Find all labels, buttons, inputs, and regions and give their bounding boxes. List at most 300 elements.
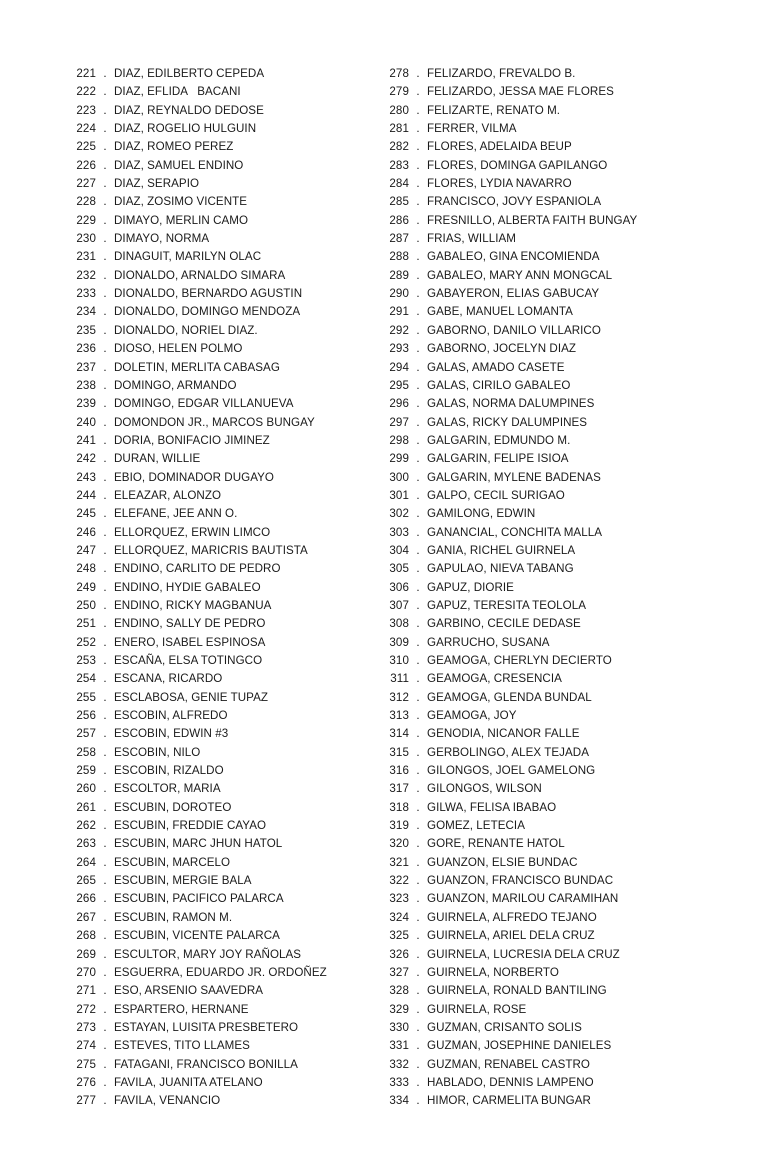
entry-number: 277 (76, 1094, 96, 1108)
entry-name: DINAGUIT, MARILYN OLAC (114, 250, 262, 264)
entry-separator: . (103, 543, 107, 557)
entry-separator: . (103, 745, 107, 759)
entry-separator: . (103, 984, 107, 998)
right-column (375, 65, 715, 1111)
entry-name: DIAZ, ROMEO PEREZ (114, 140, 234, 154)
list-item (62, 157, 375, 175)
entry-name: ELLORQUEZ, ERWIN LIMCO (114, 525, 271, 539)
list-item (375, 432, 715, 450)
list-item (62, 890, 375, 908)
list-item (62, 725, 375, 743)
entry-number: 282 (389, 140, 409, 154)
list-item (375, 377, 715, 395)
entry-separator: . (416, 819, 420, 833)
entry-name: GUZMAN, CRISANTO SOLIS (427, 1020, 582, 1034)
list-item (375, 138, 715, 156)
entry-name: FRANCISCO, JOVY ESPANIOLA (427, 195, 602, 209)
entry-number: 320 (389, 837, 409, 851)
entry-name: GERBOLINGO, ALEX TEJADA (427, 745, 590, 759)
entry-separator: . (416, 910, 420, 924)
entry-name: ESCLABOSA, GENIE TUPAZ (114, 690, 269, 704)
entry-name: ESCUBIN, MARCELO (114, 855, 231, 869)
entry-name: GENODIA, NICANOR FALLE (427, 727, 580, 741)
entry-number: 276 (76, 1075, 96, 1089)
list-item (375, 762, 715, 780)
list-item (375, 542, 715, 560)
entry-name: GEAMOGA, CRESENCIA (427, 672, 562, 686)
entry-name: GALGARIN, EDMUNDO M. (427, 433, 571, 447)
entry-number: 232 (76, 268, 96, 282)
entry-number: 222 (76, 85, 96, 99)
entry-separator: . (103, 947, 107, 961)
entry-number: 252 (76, 635, 96, 649)
entry-separator: . (416, 360, 420, 374)
list-item (375, 579, 715, 597)
list-item (62, 744, 375, 762)
entry-separator: . (103, 213, 107, 227)
entry-name: ENDINO, RICKY MAGBANUA (114, 598, 272, 612)
list-item (375, 193, 715, 211)
list-item (62, 377, 375, 395)
entry-number: 268 (76, 929, 96, 943)
entry-name: ENDINO, HYDIE GABALEO (114, 580, 261, 594)
entry-number: 257 (76, 727, 96, 741)
entry-number: 325 (389, 929, 409, 943)
entry-number: 300 (389, 470, 409, 484)
list-item (62, 542, 375, 560)
entry-number: 275 (76, 1057, 96, 1071)
entry-separator: . (416, 1057, 420, 1071)
entry-separator: . (416, 397, 420, 411)
list-item (375, 1056, 715, 1074)
list-item (375, 835, 715, 853)
entry-separator: . (416, 305, 420, 319)
entry-number: 290 (389, 287, 409, 301)
entry-separator: . (103, 195, 107, 209)
entry-name: GAPUZ, TERESITA TEOLOLA (427, 598, 587, 612)
entry-number: 328 (389, 984, 409, 998)
list-item (375, 964, 715, 982)
entry-separator: . (416, 342, 420, 356)
entry-separator: . (103, 1020, 107, 1034)
entry-name: ESCUBIN, VICENTE PALARCA (114, 929, 280, 943)
entry-separator: . (416, 892, 420, 906)
entry-separator: . (416, 67, 420, 80)
entry-separator: . (103, 488, 107, 502)
list-item (375, 982, 715, 1000)
list-item (62, 597, 375, 615)
entry-name: GABALEO, GINA ENCOMIENDA (427, 250, 600, 264)
list-item (62, 487, 375, 505)
entry-name: GEAMOGA, GLENDA BUNDAL (427, 690, 592, 704)
entry-number: 294 (389, 360, 409, 374)
entry-name: DIAZ, EDILBERTO CEPEDA (114, 67, 265, 80)
list-item (62, 230, 375, 248)
entry-number: 302 (389, 507, 409, 521)
entry-number: 254 (76, 672, 96, 686)
list-item (62, 652, 375, 670)
list-item (375, 670, 715, 688)
entry-separator: . (416, 378, 420, 392)
entry-name: GOMEZ, LETECIA (427, 819, 525, 833)
entry-number: 298 (389, 433, 409, 447)
entry-number: 283 (389, 158, 409, 172)
entry-separator: . (103, 965, 107, 979)
entry-separator: . (103, 305, 107, 319)
entry-number: 306 (389, 580, 409, 594)
list-item (62, 817, 375, 835)
entry-separator: . (103, 177, 107, 191)
entry-name: ESCUBIN, FREDDIE CAYAO (114, 819, 267, 833)
list-item (62, 799, 375, 817)
entry-name: DIAZ, ROGELIO HULGUIN (114, 122, 257, 136)
entry-name: FAVILA, JUANITA ATELANO (114, 1075, 263, 1089)
entry-name: ESTEVES, TITO LLAMES (114, 1039, 250, 1053)
list-item (62, 762, 375, 780)
entry-number: 233 (76, 287, 96, 301)
list-item (62, 615, 375, 633)
entry-separator: . (103, 800, 107, 814)
entry-name: GABE, MANUEL LOMANTA (427, 305, 573, 319)
entry-separator: . (103, 654, 107, 667)
entry-name: ESCUBIN, DOROTEO (114, 800, 232, 814)
list-item (62, 909, 375, 927)
entry-separator: . (103, 874, 107, 888)
entry-name: DIAZ, ZOSIMO VICENTE (114, 195, 248, 209)
entry-separator: . (416, 103, 420, 117)
entry-name: FELIZARDO, FREVALDO B. (427, 67, 576, 80)
entry-separator: . (103, 525, 107, 539)
entry-number: 251 (76, 617, 96, 631)
entry-number: 235 (76, 323, 96, 337)
entry-number: 310 (389, 654, 409, 667)
entry-separator: . (103, 635, 107, 649)
entry-separator: . (416, 837, 420, 851)
entry-name: GUANZON, MARILOU CARAMIHAN (427, 892, 619, 906)
entry-separator: . (416, 654, 420, 667)
entry-name: GUIRNELA, RONALD BANTILING (427, 984, 607, 998)
entry-name: GARBINO, CECILE DEDASE (427, 617, 581, 631)
entry-number: 292 (389, 323, 409, 337)
entry-name: DIONALDO, BERNARDO AGUSTIN (114, 287, 303, 301)
entry-number: 242 (76, 452, 96, 466)
entry-name: GUANZON, ELSIE BUNDAC (427, 855, 578, 869)
entry-separator: . (416, 782, 420, 796)
entry-name: GALGARIN, FELIPE ISIOA (427, 452, 569, 466)
list-item (375, 414, 715, 432)
entry-name: DIAZ, EFLIDA BACANI (114, 85, 241, 99)
entry-number: 261 (76, 800, 96, 814)
entry-number: 285 (389, 195, 409, 209)
entry-name: DIONALDO, DOMINGO MENDOZA (114, 305, 301, 319)
list-columns (0, 65, 768, 1111)
entry-separator: . (103, 910, 107, 924)
list-item (375, 450, 715, 468)
entry-number: 309 (389, 635, 409, 649)
entry-number: 313 (389, 709, 409, 723)
entry-name: DIAZ, SERAPIO (114, 177, 200, 191)
list-item (62, 634, 375, 652)
entry-number: 315 (389, 745, 409, 759)
entry-name: ENDINO, CARLITO DE PEDRO (114, 562, 281, 576)
list-item (375, 83, 715, 101)
entry-number: 255 (76, 690, 96, 704)
entry-separator: . (416, 617, 420, 631)
entry-separator: . (103, 617, 107, 631)
entry-number: 225 (76, 140, 96, 154)
entry-separator: . (416, 122, 420, 136)
entry-separator: . (103, 782, 107, 796)
entry-name: GAPUZ, DIORIE (427, 580, 514, 594)
entry-separator: . (416, 195, 420, 209)
list-item (62, 322, 375, 340)
entry-name: GILONGOS, WILSON (427, 782, 542, 796)
list-item (62, 1001, 375, 1019)
entry-name: DIOSO, HELEN POLMO (114, 342, 243, 356)
entry-separator: . (103, 672, 107, 686)
entry-name: ESCOBIN, EDWIN #3 (114, 727, 229, 741)
entry-number: 224 (76, 122, 96, 136)
entry-number: 260 (76, 782, 96, 796)
list-item (62, 1056, 375, 1074)
entry-number: 326 (389, 947, 409, 961)
list-item (375, 725, 715, 743)
list-item (375, 230, 715, 248)
list-item (62, 212, 375, 230)
entry-separator: . (416, 984, 420, 998)
entry-name: GUZMAN, JOSEPHINE DANIELES (427, 1039, 612, 1053)
entry-number: 247 (76, 543, 96, 557)
entry-separator: . (416, 690, 420, 704)
list-item (62, 120, 375, 138)
entry-name: DIAZ, SAMUEL ENDINO (114, 158, 244, 172)
list-item (375, 909, 715, 927)
entry-name: GALAS, NORMA DALUMPINES (427, 397, 595, 411)
entry-separator: . (416, 1094, 420, 1108)
entry-number: 303 (389, 525, 409, 539)
entry-number: 230 (76, 232, 96, 246)
entry-separator: . (103, 85, 107, 99)
entry-number: 319 (389, 819, 409, 833)
list-item (375, 946, 715, 964)
entry-number: 265 (76, 874, 96, 888)
entry-name: ESGUERRA, EDUARDO JR. ORDOÑEZ (114, 965, 327, 979)
entry-separator: . (416, 433, 420, 447)
entry-number: 311 (390, 672, 409, 686)
entry-name: DIONALDO, ARNALDO SIMARA (114, 268, 286, 282)
list-item (62, 469, 375, 487)
list-item (62, 927, 375, 945)
list-item (375, 744, 715, 762)
entry-separator: . (416, 268, 420, 282)
entry-name: GUZMAN, RENABEL CASTRO (427, 1057, 591, 1071)
list-item (375, 854, 715, 872)
entry-name: ELEFANE, JEE ANN O. (114, 507, 238, 521)
entry-separator: . (416, 672, 420, 686)
entry-number: 304 (389, 543, 409, 557)
entry-name: ESCANA, RICARDO (114, 672, 223, 686)
entry-separator: . (103, 1094, 107, 1108)
entry-separator: . (103, 67, 107, 80)
list-item (62, 780, 375, 798)
entry-number: 270 (76, 965, 96, 979)
entry-separator: . (416, 287, 420, 301)
list-item (62, 579, 375, 597)
list-item (375, 175, 715, 193)
list-item (62, 414, 375, 432)
entry-separator: . (416, 1039, 420, 1053)
entry-separator: . (103, 1075, 107, 1089)
list-item (375, 65, 715, 83)
entry-separator: . (103, 323, 107, 337)
list-item (62, 432, 375, 450)
list-item (375, 817, 715, 835)
list-item (375, 927, 715, 945)
entry-number: 236 (76, 342, 96, 356)
entry-separator: . (103, 855, 107, 869)
entry-name: EBIO, DOMINADOR DUGAYO (114, 470, 274, 484)
list-item (62, 340, 375, 358)
entry-number: 305 (389, 562, 409, 576)
entry-name: GUANZON, FRANCISCO BUNDAC (427, 874, 614, 888)
list-item (62, 524, 375, 542)
entry-separator: . (416, 213, 420, 227)
entry-number: 267 (76, 910, 96, 924)
entry-number: 279 (389, 85, 409, 99)
entry-number: 240 (76, 415, 96, 429)
list-item (62, 670, 375, 688)
entry-name: FATAGANI, FRANCISCO BONILLA (114, 1057, 298, 1071)
entry-number: 281 (389, 122, 409, 136)
entry-name: GABORNO, DANILO VILLARICO (427, 323, 601, 337)
entry-separator: . (103, 709, 107, 723)
entry-name: DOMINGO, ARMANDO (114, 378, 237, 392)
entry-name: ELLORQUEZ, MARICRIS BAUTISTA (114, 543, 308, 557)
list-item (375, 1001, 715, 1019)
entry-separator: . (103, 598, 107, 612)
entry-name: GORE, RENANTE HATOL (427, 837, 565, 851)
entry-name: HIMOR, CARMELITA BUNGAR (427, 1094, 591, 1108)
entry-number: 238 (76, 378, 96, 392)
entry-name: GANIA, RICHEL GUIRNELA (427, 543, 576, 557)
entry-number: 259 (76, 764, 96, 778)
entry-separator: . (103, 122, 107, 136)
entry-separator: . (103, 378, 107, 392)
entry-separator: . (103, 140, 107, 154)
entry-number: 321 (389, 855, 409, 869)
entry-separator: . (103, 507, 107, 521)
entry-separator: . (103, 764, 107, 778)
entry-number: 332 (389, 1057, 409, 1071)
list-item (62, 285, 375, 303)
list-item (62, 1074, 375, 1092)
entry-separator: . (416, 874, 420, 888)
list-item (62, 689, 375, 707)
entry-separator: . (103, 415, 107, 429)
list-item (375, 890, 715, 908)
entry-separator: . (416, 158, 420, 172)
list-item (62, 450, 375, 468)
entry-separator: . (103, 287, 107, 301)
entry-number: 248 (76, 562, 96, 576)
list-item (62, 854, 375, 872)
entry-number: 296 (389, 397, 409, 411)
list-item (62, 946, 375, 964)
entry-separator: . (103, 1057, 107, 1071)
list-item (375, 359, 715, 377)
entry-number: 316 (389, 764, 409, 778)
entry-name: FELIZARDO, JESSA MAE FLORES (427, 85, 614, 99)
entry-separator: . (416, 965, 420, 979)
entry-number: 323 (389, 892, 409, 906)
entry-separator: . (416, 727, 420, 741)
entry-number: 317 (389, 782, 409, 796)
entry-number: 264 (76, 855, 96, 869)
entry-name: FAVILA, VENANCIO (114, 1094, 221, 1108)
entry-name: DIAZ, REYNALDO DEDOSE (114, 103, 264, 117)
entry-name: DOLETIN, MERLITA CABASAG (114, 360, 280, 374)
entry-separator: . (103, 470, 107, 484)
list-item (375, 212, 715, 230)
entry-separator: . (416, 543, 420, 557)
entry-number: 266 (76, 892, 96, 906)
list-item (375, 469, 715, 487)
entry-separator: . (416, 855, 420, 869)
entry-number: 331 (389, 1039, 409, 1053)
entry-name: GAMILONG, EDWIN (427, 507, 536, 521)
entry-name: ESCOLTOR, MARIA (114, 782, 221, 796)
entry-name: DIMAYO, NORMA (114, 232, 210, 246)
entry-number: 243 (76, 470, 96, 484)
list-item (375, 689, 715, 707)
list-item (375, 340, 715, 358)
entry-number: 295 (389, 378, 409, 392)
entry-name: ESCUBIN, RAMON M. (114, 910, 233, 924)
list-item (375, 303, 715, 321)
entry-name: ESCULTOR, MARY JOY RAÑOLAS (114, 947, 302, 961)
entry-number: 301 (389, 488, 409, 502)
entry-separator: . (103, 690, 107, 704)
entry-separator: . (103, 397, 107, 411)
entry-name: HABLADO, DENNIS LAMPENO (427, 1075, 594, 1089)
entry-separator: . (416, 415, 420, 429)
entry-name: ENDINO, SALLY DE PEDRO (114, 617, 266, 631)
entry-separator: . (103, 1002, 107, 1016)
entry-name: GARRUCHO, SUSANA (427, 635, 550, 649)
entry-separator: . (416, 1075, 420, 1089)
entry-separator: . (416, 323, 420, 337)
entry-number: 314 (389, 727, 409, 741)
entry-number: 307 (389, 598, 409, 612)
list-item (375, 285, 715, 303)
list-item (62, 835, 375, 853)
entry-number: 308 (389, 617, 409, 631)
entry-name: GABAYERON, ELIAS GABUCAY (427, 287, 600, 301)
entry-separator: . (103, 342, 107, 356)
list-item (375, 560, 715, 578)
entry-separator: . (103, 103, 107, 117)
entry-name: DORIA, BONIFACIO JIMINEZ (114, 433, 270, 447)
entry-name: GABORNO, JOCELYN DIAZ (427, 342, 576, 356)
entry-name: GALPO, CECIL SURIGAO (427, 488, 565, 502)
entry-name: DOMONDON JR., MARCOS BUNGAY (114, 415, 315, 429)
entry-separator: . (416, 85, 420, 99)
entry-name: ESCAÑA, ELSA TOTINGCO (114, 654, 263, 667)
entry-name: FLORES, LYDIA NAVARRO (427, 177, 572, 191)
entry-number: 273 (76, 1020, 96, 1034)
entry-number: 288 (389, 250, 409, 264)
entry-separator: . (103, 892, 107, 906)
